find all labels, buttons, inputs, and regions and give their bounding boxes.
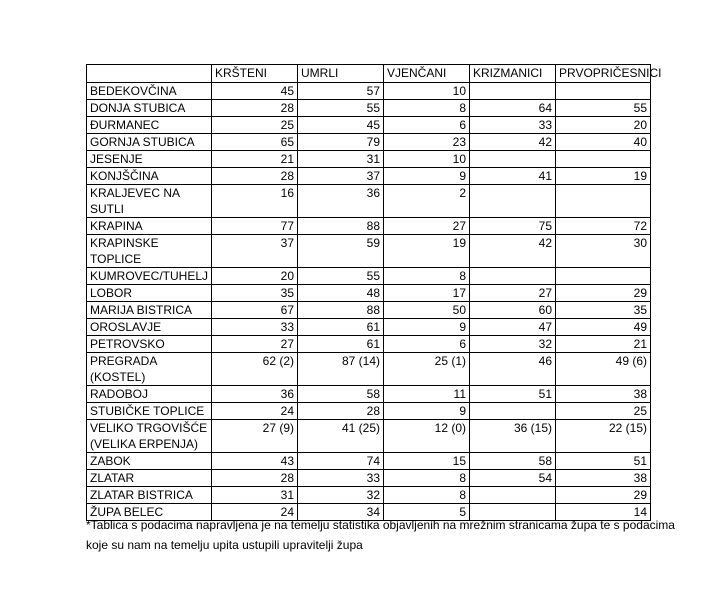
value-cell: 31 [212, 487, 298, 504]
value-cell: 8 [384, 470, 470, 487]
value-cell: 61 [298, 336, 384, 353]
value-cell: 24 [212, 403, 298, 420]
value-cell: 36 (15) [470, 420, 556, 453]
value-cell: 54 [470, 470, 556, 487]
value-cell: 38 [556, 470, 651, 487]
value-cell: 9 [384, 319, 470, 336]
value-cell: 37 [298, 168, 384, 185]
table-row [87, 420, 651, 453]
table-row [87, 185, 651, 218]
table-row [87, 336, 651, 353]
value-cell: 46 [470, 353, 556, 386]
value-cell: 50 [384, 302, 470, 319]
value-cell: 40 [556, 134, 651, 151]
value-cell [556, 83, 651, 100]
parish-name-cell: DONJA STUBICA [87, 100, 212, 117]
value-cell: 35 [556, 302, 651, 319]
value-cell: 59 [298, 235, 384, 268]
value-cell: 27 [470, 285, 556, 302]
value-cell [470, 403, 556, 420]
header-cell [87, 65, 212, 83]
value-cell: 88 [298, 218, 384, 235]
value-cell: 27 [384, 218, 470, 235]
value-cell [470, 151, 556, 168]
value-cell: 14 [556, 504, 651, 521]
value-cell: 25 (1) [384, 353, 470, 386]
value-cell: 57 [298, 83, 384, 100]
value-cell: 10 [384, 83, 470, 100]
table-row [87, 151, 651, 168]
table-row [87, 268, 651, 285]
value-cell: 15 [384, 453, 470, 470]
header-cell: KRŠTENI [212, 65, 298, 83]
value-cell: 22 (15) [556, 420, 651, 453]
value-cell: 5 [384, 504, 470, 521]
parish-name-cell: ŽUPA BELEC [87, 504, 212, 521]
value-cell: 29 [556, 487, 651, 504]
value-cell: 49 (6) [556, 353, 651, 386]
value-cell: 55 [298, 100, 384, 117]
table-row [87, 218, 651, 235]
value-cell [470, 83, 556, 100]
value-cell: 2 [384, 185, 470, 218]
value-cell: 23 [384, 134, 470, 151]
table-row [87, 134, 651, 151]
value-cell: 20 [556, 117, 651, 134]
value-cell: 36 [298, 185, 384, 218]
value-cell: 28 [212, 100, 298, 117]
value-cell [470, 487, 556, 504]
table-row [87, 487, 651, 504]
table-row [87, 386, 651, 403]
value-cell: 28 [298, 403, 384, 420]
value-cell: 38 [556, 386, 651, 403]
value-cell: 6 [384, 117, 470, 134]
parish-statistics-table [86, 64, 662, 521]
value-cell: 28 [212, 470, 298, 487]
value-cell: 28 [212, 168, 298, 185]
value-cell: 20 [212, 268, 298, 285]
value-cell: 6 [384, 336, 470, 353]
value-cell: 25 [556, 403, 651, 420]
table-row [87, 470, 651, 487]
value-cell: 8 [384, 487, 470, 504]
value-cell: 16 [212, 185, 298, 218]
value-cell: 25 [212, 117, 298, 134]
value-cell: 58 [470, 453, 556, 470]
parish-name-cell: GORNJA STUBICA [87, 134, 212, 151]
value-cell: 41 [470, 168, 556, 185]
value-cell: 45 [212, 83, 298, 100]
value-cell: 21 [212, 151, 298, 168]
parish-name-cell: STUBIČKE TOPLICE [87, 403, 212, 420]
value-cell: 33 [298, 470, 384, 487]
value-cell: 55 [556, 100, 651, 117]
value-cell: 32 [298, 487, 384, 504]
value-cell: 9 [384, 168, 470, 185]
value-cell: 33 [212, 319, 298, 336]
value-cell: 61 [298, 319, 384, 336]
value-cell: 67 [212, 302, 298, 319]
value-cell: 49 [556, 319, 651, 336]
value-cell: 87 (14) [298, 353, 384, 386]
value-cell: 17 [384, 285, 470, 302]
value-cell: 10 [384, 151, 470, 168]
parish-name-cell: ZABOK [87, 453, 212, 470]
table-row [87, 302, 651, 319]
table-row [87, 319, 651, 336]
value-cell [470, 268, 556, 285]
parish-name-cell: KRALJEVEC NA SUTLI [87, 185, 212, 218]
value-cell [556, 268, 651, 285]
value-cell: 55 [298, 268, 384, 285]
value-cell: 60 [470, 302, 556, 319]
value-cell [556, 185, 651, 218]
value-cell: 8 [384, 268, 470, 285]
parish-name-cell: KONJŠČINA [87, 168, 212, 185]
value-cell: 58 [298, 386, 384, 403]
value-cell: 72 [556, 218, 651, 235]
table-header-row [87, 65, 651, 83]
header-cell: PRVOPRIČESNICI [556, 65, 651, 83]
parish-name-cell: OROSLAVJE [87, 319, 212, 336]
value-cell: 27 (9) [212, 420, 298, 453]
value-cell: 51 [556, 453, 651, 470]
value-cell: 47 [470, 319, 556, 336]
header-cell: VJENČANI [384, 65, 470, 83]
value-cell: 37 [212, 235, 298, 268]
table-row [87, 403, 651, 420]
table-row [87, 235, 651, 268]
value-cell: 19 [556, 168, 651, 185]
parish-name-cell: BEDEKOVČINA [87, 83, 212, 100]
value-cell: 32 [470, 336, 556, 353]
parish-name-cell: ĐURMANEC [87, 117, 212, 134]
value-cell: 42 [470, 134, 556, 151]
value-cell: 36 [212, 386, 298, 403]
table-body [87, 83, 651, 521]
header-cell: KRIZMANICI [470, 65, 556, 83]
value-cell: 48 [298, 285, 384, 302]
value-cell: 62 (2) [212, 353, 298, 386]
table-row [87, 100, 651, 117]
parish-name-cell: ZLATAR BISTRICA [87, 487, 212, 504]
value-cell: 21 [556, 336, 651, 353]
value-cell: 79 [298, 134, 384, 151]
table-row [87, 117, 651, 134]
value-cell: 12 (0) [384, 420, 470, 453]
table-row [87, 83, 651, 100]
value-cell: 42 [470, 235, 556, 268]
value-cell: 11 [384, 386, 470, 403]
parish-name-cell: JESENJE [87, 151, 212, 168]
parish-name-cell: VELIKO TRGOVIŠĆE (VELIKA ERPENJA) [87, 420, 212, 453]
table-row [87, 285, 651, 302]
table-row [87, 168, 651, 185]
value-cell [556, 151, 651, 168]
header-cell: UMRLI [298, 65, 384, 83]
value-cell: 88 [298, 302, 384, 319]
value-cell: 75 [470, 218, 556, 235]
parish-name-cell: LOBOR [87, 285, 212, 302]
footnote: *Tablica s podacima napravljena je na temelju statistika objavljenih na mrežnim stranicama župa te s podacima koje su nam na temelju upita ustupili upravitelji župa [86, 518, 675, 552]
value-cell: 31 [298, 151, 384, 168]
parish-name-cell: KRAPINSKE TOPLICE [87, 235, 212, 268]
parish-name-cell: PREGRADA (KOSTEL) [87, 353, 212, 386]
value-cell: 19 [384, 235, 470, 268]
value-cell: 30 [556, 235, 651, 268]
value-cell [470, 185, 556, 218]
table-row [87, 353, 651, 386]
parish-name-cell: KRAPINA [87, 218, 212, 235]
value-cell: 45 [298, 117, 384, 134]
value-cell: 9 [384, 403, 470, 420]
value-cell: 35 [212, 285, 298, 302]
value-cell: 33 [470, 117, 556, 134]
value-cell: 24 [212, 504, 298, 521]
value-cell: 41 (25) [298, 420, 384, 453]
value-cell: 64 [470, 100, 556, 117]
value-cell: 77 [212, 218, 298, 235]
parish-name-cell: KUMROVEC/TUHELJ [87, 268, 212, 285]
value-cell: 51 [470, 386, 556, 403]
value-cell: 8 [384, 100, 470, 117]
parish-name-cell: RADOBOJ [87, 386, 212, 403]
value-cell: 34 [298, 504, 384, 521]
parish-name-cell: MARIJA BISTRICA [87, 302, 212, 319]
parish-name-cell: PETROVSKO [87, 336, 212, 353]
table-row [87, 453, 651, 470]
parish-name-cell: ZLATAR [87, 470, 212, 487]
value-cell: 27 [212, 336, 298, 353]
value-cell: 65 [212, 134, 298, 151]
value-cell: 29 [556, 285, 651, 302]
value-cell: 43 [212, 453, 298, 470]
value-cell: 74 [298, 453, 384, 470]
